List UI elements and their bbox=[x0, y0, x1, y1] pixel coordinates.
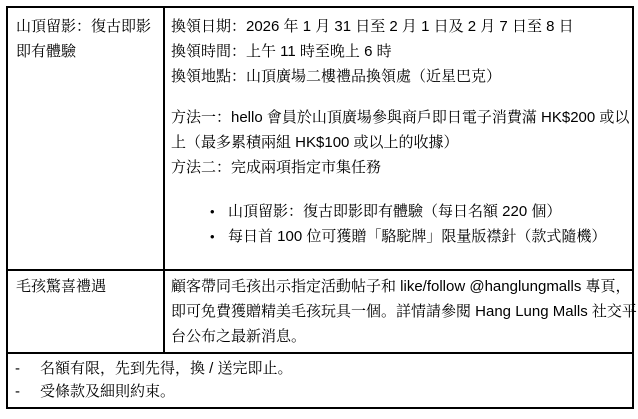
bullet-item-pin-gift bbox=[171, 224, 629, 249]
row1-label-line1: 山頂留影：復古即影 bbox=[16, 18, 152, 35]
table-row-pet-surprise bbox=[8, 271, 637, 354]
method-2-text: 方法二：完成兩項指定市集任務 bbox=[171, 159, 382, 176]
pet-offer-text-line1: 顧客帶同毛孩出示指定活動帖子和 like/follow @hanglungmalls 專頁， bbox=[171, 278, 631, 295]
row1-label-cell bbox=[8, 8, 165, 269]
pet-offer-text-line2: 即可免費獲贈精美毛孩玩具一個。詳情請參閱 Hang Lung Malls 社交平 bbox=[171, 303, 637, 320]
promotion-table bbox=[6, 6, 637, 409]
terms-item-text: 名額有限，先到先得，換 / 送完即止。 bbox=[40, 360, 293, 377]
method-1-text-line1: 方法一：hello 會員於山頂廣場參與商戶即日電子消費滿 HK$200 或以 bbox=[171, 109, 630, 126]
bullet-item-text: 每日首 100 位可獲贈「駱駝牌」限量版襟針（款式隨機） bbox=[228, 228, 607, 245]
method-1-text-line2: 上（最多累積兩組 HK$100 或以上的收據） bbox=[171, 134, 459, 151]
row2-label-cell bbox=[8, 271, 165, 352]
row2-content-cell bbox=[165, 271, 638, 352]
terms-item-text: 受條款及細則約束。 bbox=[40, 383, 176, 400]
terms-item-conditions bbox=[15, 380, 624, 403]
paragraph-spacer bbox=[171, 89, 629, 105]
bullet-icon: • bbox=[210, 229, 215, 244]
table-row-peak-photo-experience bbox=[8, 8, 632, 271]
redeem-date-text: 換領日期：2026 年 1 月 31 日至 2 月 1 日及 2 月 7 日至 8 日 bbox=[171, 18, 574, 35]
redeem-time-text: 換領時間：上午 11 時至晚上 6 時 bbox=[171, 43, 392, 60]
terms-item-quota bbox=[15, 357, 624, 380]
paragraph-spacer bbox=[171, 180, 629, 199]
row1-label-line2: 即有體驗 bbox=[16, 43, 77, 60]
dash-marker: - bbox=[15, 383, 20, 400]
bullet-icon: • bbox=[210, 204, 215, 219]
row1-content-cell bbox=[165, 8, 637, 269]
bullet-item-text: 山頂留影：復古即影即有體驗（每日名額 220 個） bbox=[228, 203, 562, 220]
row2-label: 毛孩驚喜禮遇 bbox=[16, 278, 107, 295]
table-row-terms bbox=[8, 354, 632, 407]
pet-offer-text-line3: 台公布之最新消息。 bbox=[171, 328, 307, 345]
bullet-item-photo-quota bbox=[171, 199, 629, 224]
dash-marker: - bbox=[15, 360, 20, 377]
redeem-location-text: 換領地點：山頂廣場二樓禮品換領處（近星巴克） bbox=[171, 68, 502, 85]
